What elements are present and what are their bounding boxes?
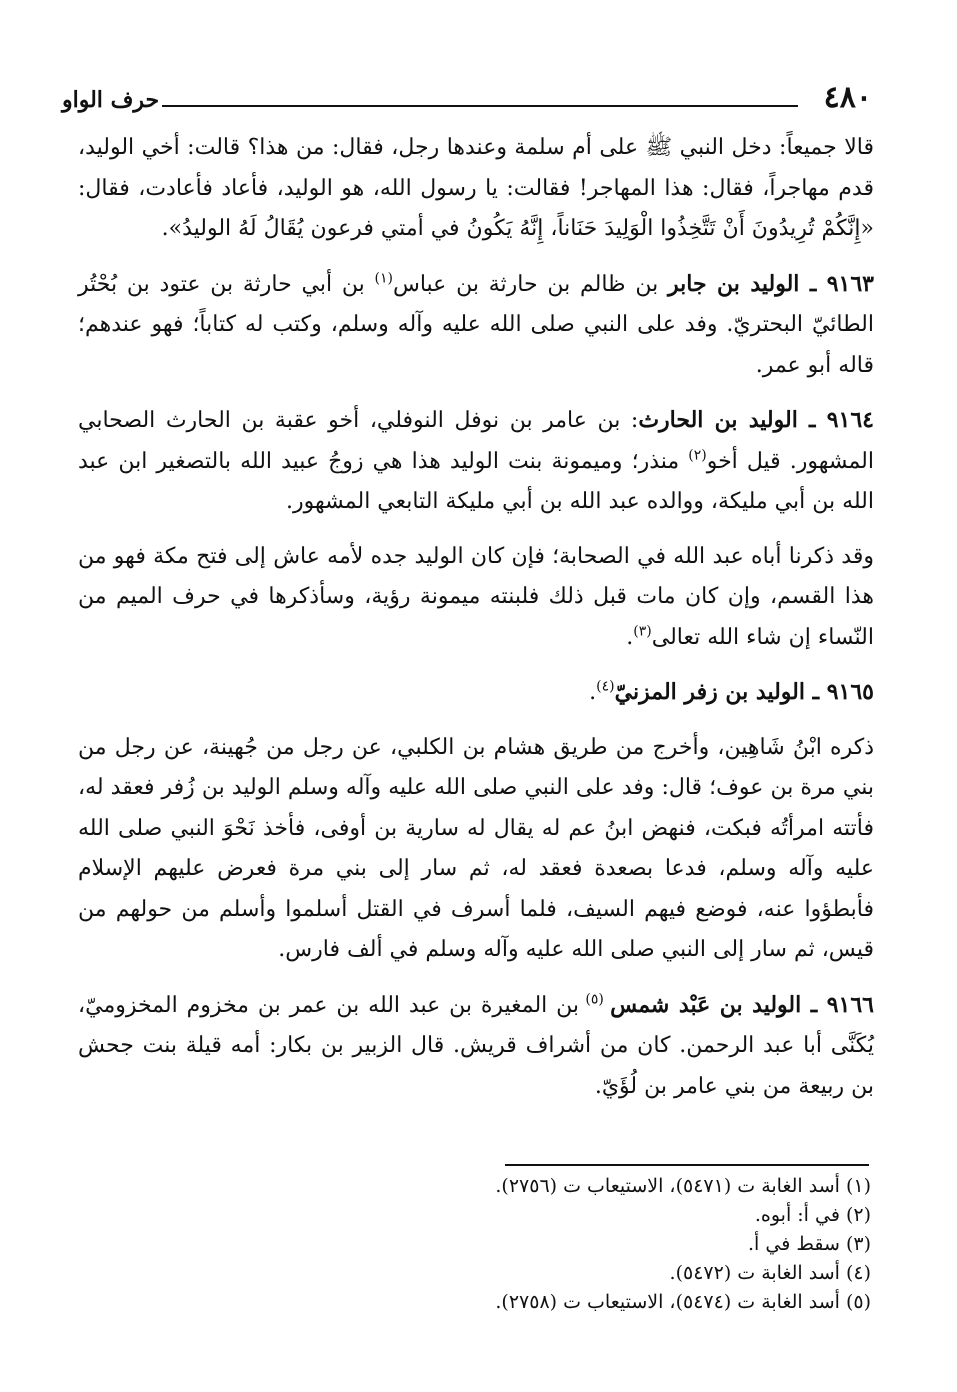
header-rule [162, 105, 798, 107]
footnote-4: (٤) أسد الغابة ت (٥٤٧٢). [669, 1262, 871, 1284]
footnote-ref-2[interactable]: (٢) [688, 447, 707, 464]
footnote-rule [505, 1164, 869, 1166]
paragraph-zufar: ذكره ابْنُ شَاهِين، وأخرج من طريق هشام بن الكلبي، عن رجل من جُهينة، عن رجل من بني مرة بن عوف؛ قال: وفد على النبي صلى الله عليه وآله وسلم الوليد بن زُفر فعقد له، فأتته امرأتُه فبكت، فنهض ابنُ عم له يقال له سارية بن أوفى، فأخذ نَحْوَ النبي صلى الله عليه وآله وسلم، فدعا بصعدة فعقد له، ثم سار إلى بني مرة فعرض عليهم الإسلام فأبطؤوا عنه، فوضع فيهم السيف، فلما أسرف في القتل أسلموا وأسلم من حولهم من قيس، ثم سار إلى النبي صلى الله عليه وآله وسلم في ألف فارس. [78, 734, 874, 962]
footnote-1: (١) أسد الغابة ت (٥٤٧١)، الاستيعاب ت (٢٧٥٦). [495, 1175, 871, 1197]
entry-9164-text-a: : بن عامر بن نوفل النوفلي، أخو عقبة بن الحارث الصحابي المشهور. قيل أخو [78, 408, 875, 474]
footnote-ref-5[interactable]: (٥) [579, 991, 611, 1008]
paragraph-abdallah [78, 537, 874, 659]
entry-9163-text-b: بن أبي حارثة بن عتود بن بُحْتُر الطائيّ البحتريّ. وفد على النبي صلى الله عليه وآله وسلم، وكتب له كتاباً؛ فهو عندهم؛ قاله أبو عمر. [78, 271, 874, 378]
paragraph-hadith: قالا جميعاً: دخل النبي ﷺ على أم سلمة وعندها رجل، فقال: من هذا؟ قالت: أخي الوليد، قدم مهاجراً، فقال: هذا المهاجر! فقالت: يا رسول الله، هو الوليد، فأعاد فأعادت، فقال: «إِنَّكُمْ تُرِيدُونَ أَنْ تَتَّخِذُوا الْوَلِيدَ حَنَاناً، إِنَّهُ يَكُونُ في أمتي فرعون يُقَالُ لَهُ الوليدُ». [78, 135, 874, 241]
entry-9166-heading: ٩١٦٦ ـ الوليد بن عَبْد شمس [610, 991, 874, 1018]
entry-9165 [78, 672, 874, 714]
body-text [78, 128, 874, 1121]
footnote-ref-1[interactable]: (١) [374, 270, 393, 287]
entry-9163-text-a: بن ظالم بن حارثة بن عباس [392, 271, 668, 297]
entry-9165-heading: ٩١٦٥ ـ الوليد بن زفر المزنيّ [614, 679, 874, 705]
page-number: ٤٨٠ [823, 80, 872, 115]
footnote-ref-3[interactable]: (٣) [633, 623, 652, 640]
running-title: حرف الواو [62, 87, 160, 113]
entry-9166-text: بن المغيرة بن عبد الله بن عمر بن مخزوم المخزوميّ، يُكَنَّى أبا عبد الرحمن. كان من أشراف قريش. قال الزبير بن بكار: أمه قيلة بنت جحش بن ربيعة من بني عامر بن لُؤَيّ. [78, 992, 874, 1099]
entry-9165-end: . [589, 680, 597, 705]
entry-9163 [78, 264, 874, 387]
entry-9166 [78, 985, 874, 1108]
footnote-5: (٥) أسد الغابة ت (٥٤٧٤)، الاستيعاب ت (٢٧٥٨). [495, 1291, 871, 1313]
page-header [62, 78, 872, 118]
footnote-2: (٢) في أ: أبوه. [754, 1204, 871, 1226]
paragraph-abdallah-text: وقد ذكرنا أباه عبد الله في الصحابة؛ فإن كان الوليد جده لأمه عاش إلى فتح مكة فهو من هذا القسم، وإن كان مات قبل ذلك فلبنته ميمونة رؤية، وسأذكرها في حرف الميم من النّساء إن شاء الله تعالى [78, 543, 874, 650]
footnote-ref-4[interactable]: (٤) [596, 678, 615, 695]
paragraph-abdallah-end: . [626, 624, 634, 650]
entry-9163-heading: ٩١٦٣ ـ الوليد بن جابر [668, 270, 874, 297]
footnotes [271, 1172, 871, 1317]
entry-9164-text-b: منذر؛ وميمونة بنت الوليد هذا هي زوجُ عبيد الله بالتصغير ابن عبد الله بن أبي مليكة، ووالده عبد الله بن أبي مليكة التابعي المشهور. [78, 448, 874, 514]
entry-9164 [78, 400, 874, 523]
entry-9164-heading: ٩١٦٤ ـ الوليد بن الحارث [638, 407, 874, 433]
footnote-3: (٣) سقط في أ. [748, 1233, 871, 1255]
